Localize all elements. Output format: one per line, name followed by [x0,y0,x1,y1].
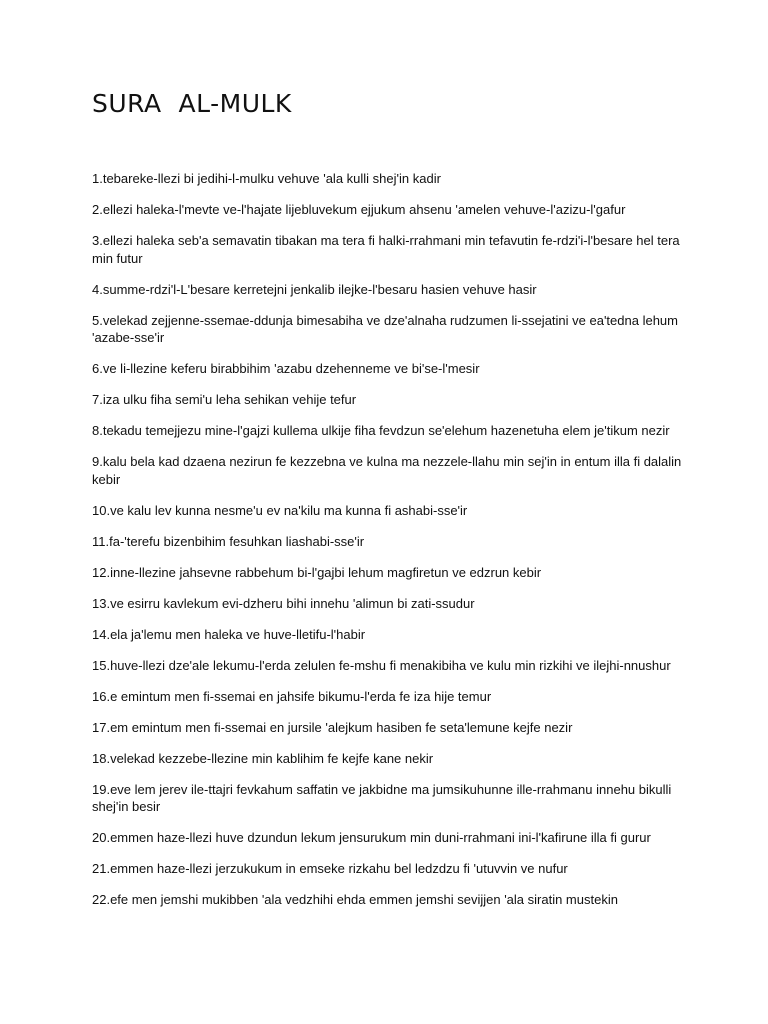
verse-15: 15.huve-llezi dze'ale lekumu-l'erda zelulen fe-mshu fi menakibiha ve kulu min rizkihi ve ilejhi-nnushur [92,657,671,673]
verse-3: 3.ellezi haleka seb'a semavatin tibakan ma tera fi halki-rrahmani min tefavutin fe-rdzi'i-l'besare hel tera min futur [92,233,680,266]
verse-7: 7.iza ulku fiha semi'u leha sehikan vehije tefur [92,392,357,407]
verse-13: 13.ve esirru kavlekum evi-dzheru bihi innehu 'alimun bi zati-ssudur [92,595,475,611]
verse-12: 12.inne-llezine jahsevne rabbehum bi-l'gajbi lehum magfiretun ve edzrun kebir [92,564,542,580]
verse-2: 2.ellezi haleka-l'mevte ve-l'hajate lijebluvekum ejjukum ahsenu 'amelen vehuve-l'azizu-l'gafur [92,202,626,217]
verse-14: 14.ela ja'lemu men haleka ve huve-lletifu-l'habir [92,626,366,642]
verse-1: 1.tebareke-llezi bi jedihi-l-mulku vehuve 'ala kulli shej'in kadir [92,171,441,186]
verse-17: 17.em emintum men fi-ssemai en jursile 'alejkum hasiben fe seta'lemune kejfe nezir [92,719,573,735]
verse-9: 9.kalu bela kad dzaena nezirun fe kezzebna ve kulna ma nezzele-llahu min sej'in in entum illa fi dalalin kebir [92,454,682,487]
verse-19: 19.eve lem jerev ile-ttajri fevkahum saffatin ve jakbidne ma jumsikuhunne ille-rrahmanu innehu bikulli shej'in besir [92,781,672,814]
verse-8: 8.tekadu temejjezu mine-l'gajzi kullema ulkije fiha fevdzun se'elehum hazenetuha elem je'tikum nezir [92,423,670,438]
verse-4: 4.summe-rdzi'l-L'besare kerretejni jenkalib ilejke-l'besaru hasien vehuve hasir [92,281,537,297]
verse-16: 16.e emintum men fi-ssemai en jahsife bikumu-l'erda fe iza hije temur [92,688,492,704]
verse-21: 21.emmen haze-llezi jerzukukum in emseke rizkahu bel ledzdzu fi 'utuvvin ve nufur [92,861,568,876]
verse-22: 22.efe men jemshi mukibben 'ala vedzhihi ehda emmen jemshi sevijjen 'ala siratin mustekin [92,892,618,907]
verse-11: 11.fa-'terefu bizenbihim fesuhkan liashabi-sse'ir [92,533,365,549]
verse-5: 5.velekad zejjenne-ssemae-ddunja bimesabiha ve dze'alnaha rudzumen li-ssejatini ve ea'tedna lehum 'azabe-sse'ir [92,312,678,345]
document-title: SURA AL-MULK [92,89,292,118]
verse-20: 20.emmen haze-llezi huve dzundun lekum jensurukum min duni-rrahmani ini-l'kafirune illa fi gurur [92,830,651,845]
verse-6: 6.ve li-llezine keferu birabbihim 'azabu dzehenneme ve bi'se-l'mesir [92,361,480,376]
verse-list [92,170,692,922]
verse-18: 18.velekad kezzebe-llezine min kablihim fe kejfe kane nekir [92,750,434,766]
verse-10: 10.ve kalu lev kunna nesme'u ev na'kilu ma kunna fi ashabi-sse'ir [92,502,468,518]
